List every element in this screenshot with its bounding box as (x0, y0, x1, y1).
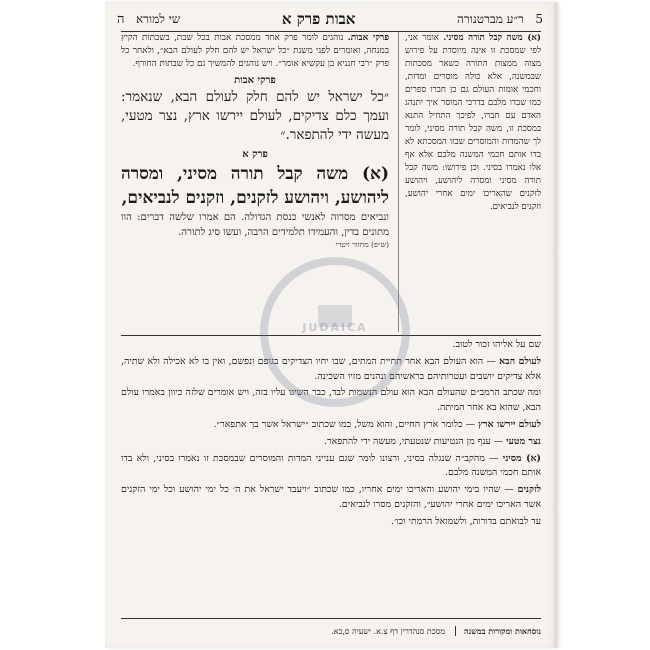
footnotes (121, 622, 541, 640)
mishna-opening (121, 162, 389, 210)
perek-alef-heading: פרק א (242, 149, 268, 160)
lower-paragraph: לזקנים — שהיו בימי יהושע והאריכו ימים אחריו, כמו שכתוב ״ויעבד ישראל את ה׳ כל ימי יהושע וכל ימי הזקנים אשר האריכו ימים אחרי יהושע״, והזקנים מסרו לנביאים. (121, 484, 541, 510)
lower-paragraph: לעולם הבא — הוא העולם הבא אחר תחיית המתים, שבו יחיו הצדיקים בגופם ונפשם, ואין בו לא אכילה ולא שתיה, אלא צדיקים יושבים ועטרותיהם בראשיהם ונהנים מזיו השכינה. (121, 355, 541, 382)
lower-paragraph: לעולם יירשו ארץ — כלומר ארץ החיים, והוא משל, כמו שכתוב ״ישראל אשר בך אתפאר״. (213, 418, 541, 430)
mishna-lead: (א) משה קבל תורה מסיני, (176, 164, 389, 184)
header-letter: ה (117, 12, 125, 27)
book-spine (551, 2, 557, 648)
page-number: 5 (535, 11, 543, 26)
book-page (105, 2, 557, 648)
footnote-text: מסכת סנהדרין דף צ.א. ישעיה ס,כא. (331, 626, 445, 636)
column-divider (398, 32, 399, 332)
source-note: (ש״פ) מחזור ויטרי (335, 240, 389, 249)
intro-body: נוהגים לומר פרק אחד ממסכת אבות בכל שבת, בשבתות הקיץ במנחה, ואומרים לפני משנת ״כל ישראל יש להם חלק לעולם הבא״, ולאחר כל פרק ״רבי חנניא בן עקשיא אומר״. ויש נוהגים להמשיך גם כל שבתות החורף. (121, 33, 389, 69)
commentary-lead: (א) משה קבל תורה מסיני. (443, 33, 541, 43)
watermark-text: JUDAICA (302, 321, 368, 334)
mishna-continuation: ונביאים מסרוה לאנשי כנסת הגדולה. הם אמרו שלשה דברים: הוו מתונים בדין, והעמידו תלמידים הרבה, ועשו סיג לתורה. (121, 212, 389, 238)
commentary-body: אומר אני, לפי שמסכת זו אינה מיוסדת על פירוש מצוה ממצות התורה כשאר מסכתות שבמשנה, אלא כולה מוסרים ומדות, וחכמי אומות העולם גם כן חברו ספרים כמו שבדו מלבם בדרכי המוסר איך יתנהג האדם עם חברו, לפיכך התחיל התנא במסכת זו, משה קבל תורה מסיני, לומר לך שהמדות והמוסרים שבזו המסכתא לא בדו אותם חכמי המשנה מלבם אלא אף אלו נאמרו בסיני. וכן פירושו: משה קבל תורה מסיני ומסרה ליהושע, ויהושע לזקנים שהאריכו ימים אחרי יהושע, וזקנים לנביאים. (405, 33, 541, 212)
footnote-label: נוסחאות ומקורות במשנה (455, 626, 541, 636)
intro-paragraph (121, 32, 389, 71)
kol-yisrael-text: ״כל ישראל יש להם חלק לעולם הבא, שנאמר: ועמך כלם צדיקים, לעולם יירשו ארץ, נצר מטעי, מעשה ידי להתפאר.״ (121, 89, 389, 143)
header-right-label: 5 ר״ע מברטנורה (457, 11, 543, 26)
intro-lead: פרקי אבות. (347, 33, 389, 43)
header-left-label: שי למורא ה (117, 12, 181, 27)
mishna-big-text: ומסרה ליהושע, ויהושע לזקנים, וזקנים לנביאים, (121, 164, 389, 208)
header-title: אבות פרק א (281, 9, 356, 28)
lower-paragraph: עד לבואתם בדורות, ולשמואל הרמתי וכו׳. (391, 515, 541, 527)
running-header (117, 8, 543, 30)
lower-paragraph: שם על אליהו זכור לטוב. (452, 339, 541, 350)
perek-avot-heading: פרקי אבות (234, 75, 276, 86)
watermark-logo (260, 257, 410, 407)
lower-paragraph: (א) מסיני — מהקב״ה שנגלה בסיני, ורצונו לומר שגם ענייני המדות והמוסרים שבמסכת זו נאמרו בסיני, ולא בדו אותם חכמי המשנה מלבם. (121, 452, 541, 479)
lower-paragraph: נצר מטעי — ענף מן הנטיעות שנטעתי, מעשה ידי להתפאר. (324, 435, 541, 447)
lower-paragraph: ומה שכתב הרמב״ם שהעולם הבא הוא עולם הנשמות לבד, כבר השיגו עליו בזה, ויש אומרים שלזה כיוון באמרו עולם הבא, שהוא בא אחר המיתה. (121, 387, 541, 414)
footer-rule (121, 618, 541, 619)
commentary-column (405, 32, 541, 332)
